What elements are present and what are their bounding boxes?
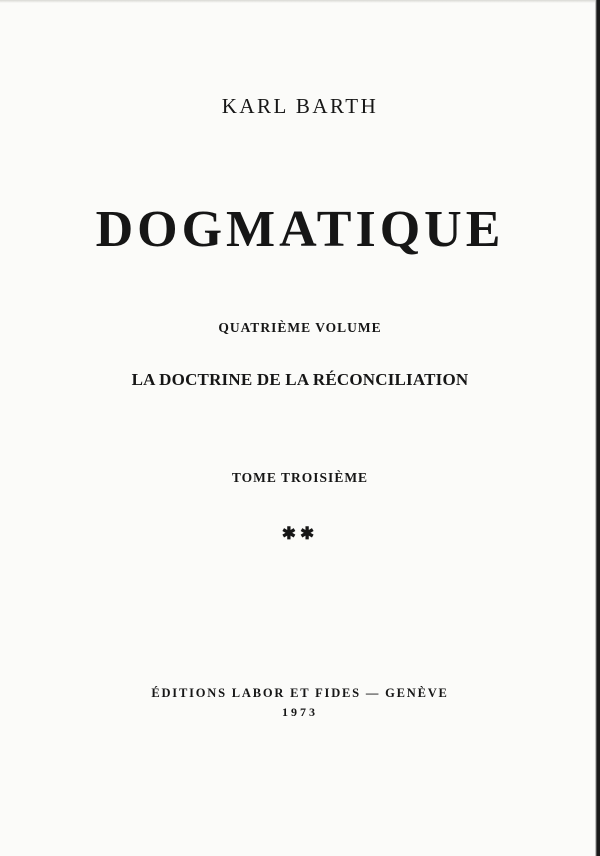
publication-year: 1973 xyxy=(282,705,318,719)
page-right-edge xyxy=(595,0,600,856)
author-name: KARL BARTH xyxy=(221,94,379,118)
book-title: DOGMATIQUE xyxy=(95,201,505,258)
publisher-line: ÉDITIONS LABOR ET FIDES — GENÈVE xyxy=(151,686,449,700)
tome-label: TOME TROISIÈME xyxy=(231,470,369,485)
page-top-edge xyxy=(0,0,600,3)
asterisks-ornament: ✱✱ xyxy=(281,524,319,543)
volume-label: QUATRIÈME VOLUME xyxy=(218,320,382,335)
book-subtitle: LA DOCTRINE DE LA RÉCONCILIATION xyxy=(131,370,469,389)
